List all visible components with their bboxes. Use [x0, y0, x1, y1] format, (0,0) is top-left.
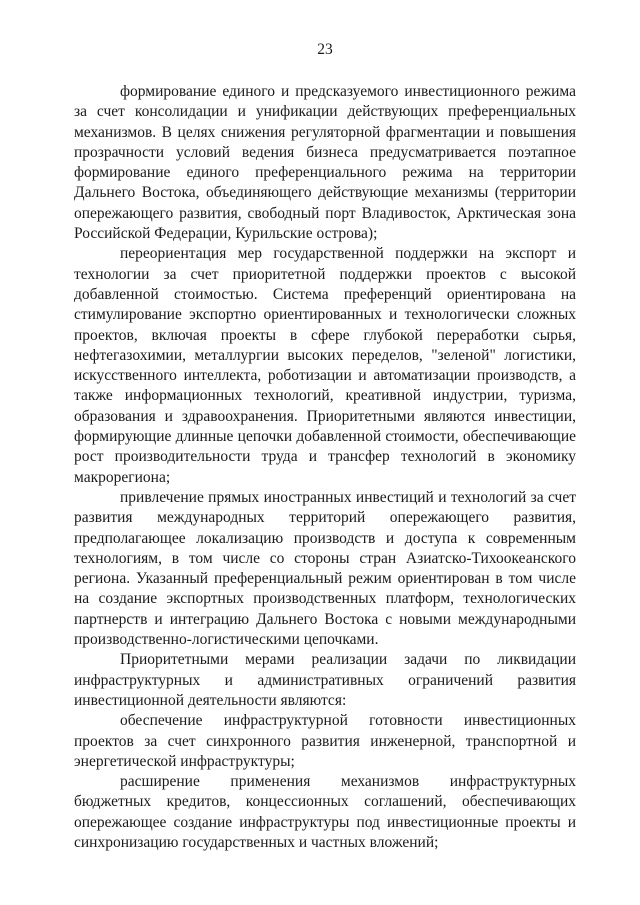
paragraph-1: формирование единого и предсказуемого инвестиционного режима за счет консолидации и унификации действующих преференциальных механизмов. В целях снижения регуляторной фрагментации и повышения прозрачности условий ведения бизнеса предусматривается поэтапное формирование единого преференциального режима на территории Дальнего Востока, объединяющего действующие механизмы (территории опережающего развития, свободный порт Владивосток, Арктическая зона Российской Федерации, Курильские острова);: [74, 83, 576, 243]
page-number: 23: [317, 41, 333, 58]
document-body: [74, 82, 576, 853]
paragraph-6: расширение применения механизмов инфраструктурных бюджетных кредитов, концессионных соглашений, обеспечивающих опережающее создание инфраструктуры под инвестиционные проекты и синхронизацию государственных и частных вложений;: [74, 773, 576, 851]
paragraph-5: обеспечение инфраструктурной готовности инвестиционных проектов за счет синхронного развития инженерной, транспортной и энергетической инфраструктуры;: [74, 712, 576, 770]
paragraph-3: привлечение прямых иностранных инвестиций и технологий за счет развития международных территорий опережающего развития, предполагающее локализацию производств и доступа к современным технологиям, в том числе со стороны стран Азиатско-Тихоокеанского региона. Указанный преференциальный режим ориентирован в том числе на создание экспортных производственных платформ, технологических партнерств и интеграцию Дальнего Востока с новыми международными производственно-логистическими цепочками.: [74, 488, 576, 649]
paragraph-4: Приоритетными мерами реализации задачи по ликвидации инфраструктурных и административных ограничений развития инвестиционной деятельности являются:: [74, 651, 576, 709]
paragraph-2: переориентация мер государственной поддержки на экспорт и технологии за счет приоритетной поддержки проектов с высокой добавленной стоимостью. Система преференций ориентирована на стимулирование экспортно ориентированных и технологически сложных проектов, включая проекты в сфере глубокой переработки сырья, нефтегазохимии, металлургии высоких переделов, "зеленой" логистики, искусственного интеллекта, роботизации и автоматизации производств, а также информационных технологий, креативной индустрии, туризма, образования и здравоохранения. Приоритетными являются инвестиции, формирующие длинные цепочки добавленной стоимости, обеспечивающие рост производительности труда и трансфер технологий в экономику макрорегиона;: [74, 245, 576, 486]
